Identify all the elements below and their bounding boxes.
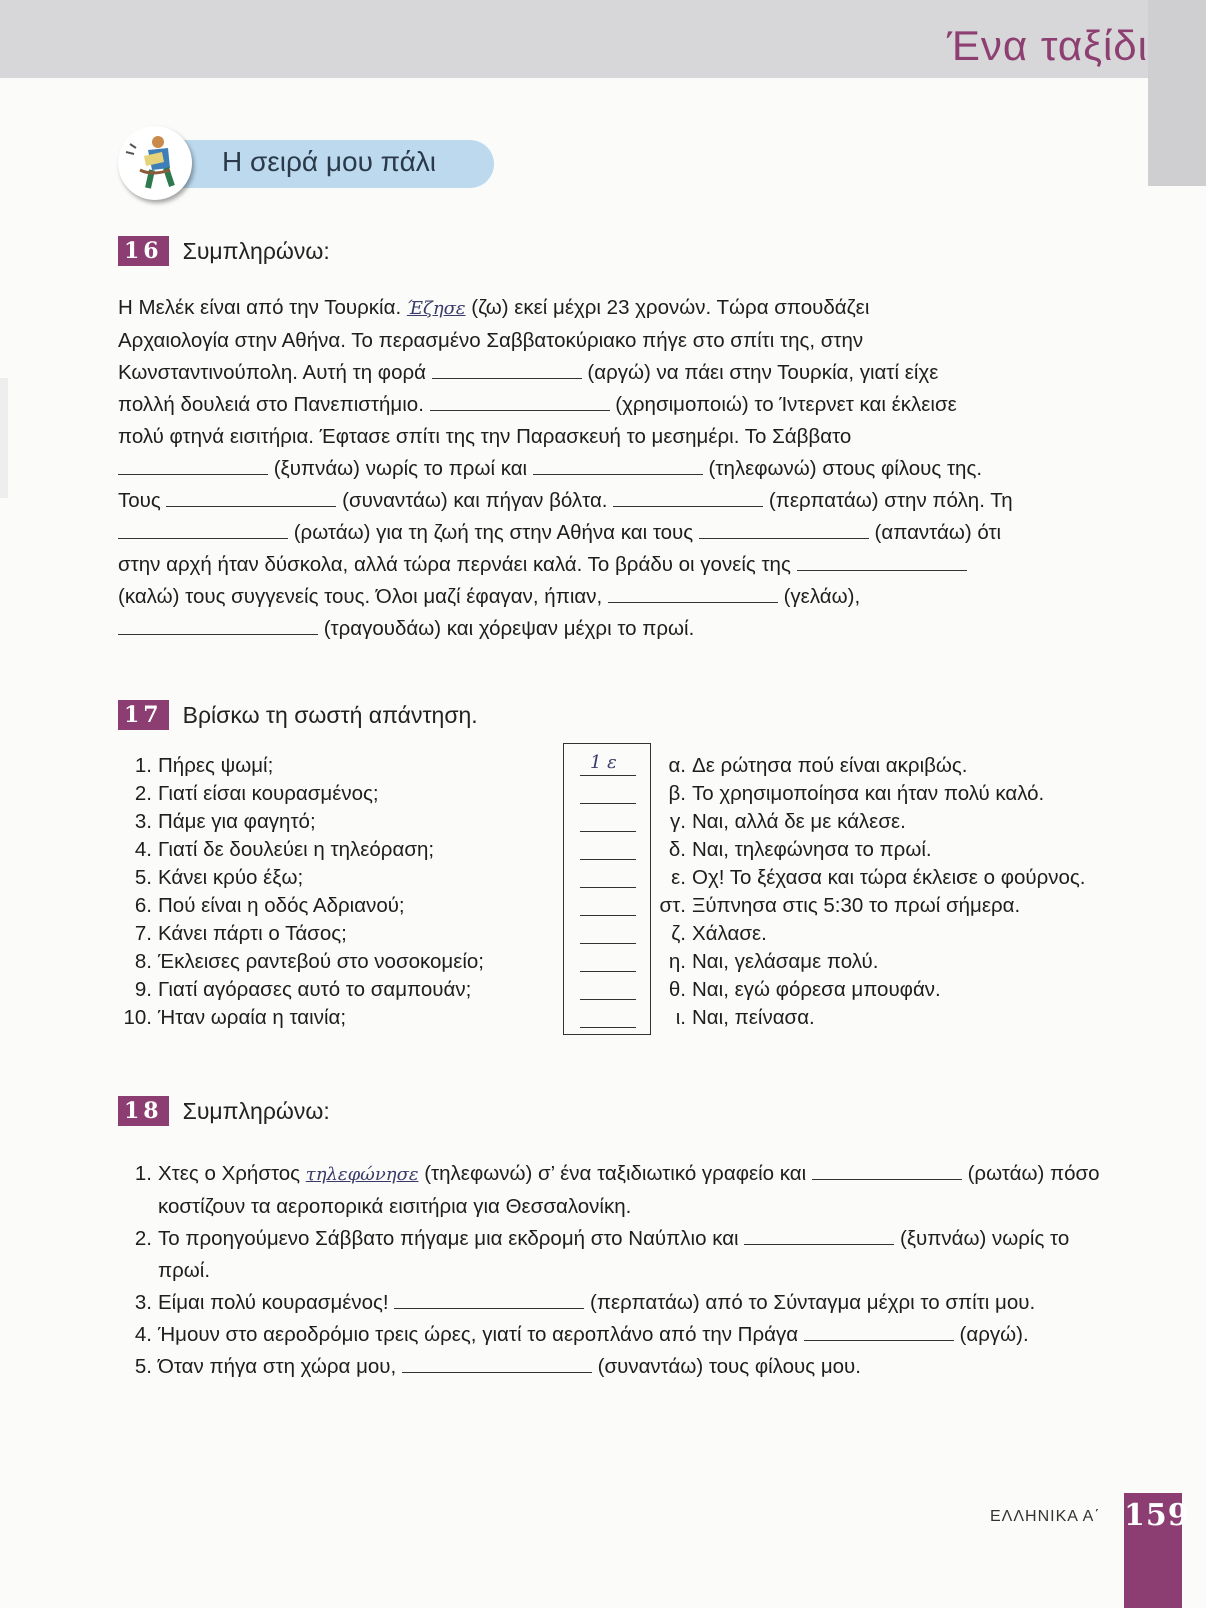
question-text: Γιατί δε δουλεύει η τηλεόραση; xyxy=(158,838,435,861)
answer-letter: η. xyxy=(668,950,686,973)
text-span: (περπατάω) στην πόλη. Τη xyxy=(768,489,1013,512)
text-span: στην αρχή ήταν δύσκολα, αλλά τώρα περνάει καλά. Το βράδυ οι γονείς της xyxy=(118,553,791,576)
exercise-badge: 18 xyxy=(118,1096,169,1126)
item-text xyxy=(158,1287,1035,1319)
answer-letter: ι. xyxy=(675,1006,686,1029)
answer-slot[interactable] xyxy=(564,836,650,864)
handwritten-answer: τηλεφώνησε xyxy=(305,1164,419,1185)
exercise-title: Βρίσκω τη σωστή απάντηση. xyxy=(182,701,478,728)
list-item xyxy=(118,1351,1108,1383)
list-item xyxy=(118,1158,1108,1223)
blank-field[interactable] xyxy=(402,1354,592,1373)
answer-letter: β. xyxy=(668,782,686,805)
handwritten-answer: Έζησε xyxy=(406,298,466,319)
answer-line xyxy=(580,999,636,1000)
answer-letter: ε. xyxy=(671,866,686,889)
text-span: (ξυπνάω) νωρίς το πρωί. xyxy=(158,1227,1070,1282)
text-line xyxy=(118,549,1088,581)
answer-letter: γ. xyxy=(670,810,686,833)
text-span: (ζω) εκεί μέχρι 23 χρονών. Τώρα σπουδάζει xyxy=(471,296,870,319)
item-number: 2. xyxy=(134,1227,152,1250)
question-text: Γιατί αγόρασες αυτό το σαμπουάν; xyxy=(158,978,472,1001)
question-number: 9. xyxy=(134,978,152,1001)
answer-text: Ναι, τηλεφώνησα το πρωί. xyxy=(692,838,932,861)
answer-slot[interactable] xyxy=(564,1004,650,1032)
blank-field[interactable] xyxy=(804,1322,954,1341)
text-span: (τηλεφωνώ) σ’ ένα ταξιδιωτικό γραφείο και xyxy=(424,1162,807,1185)
answer-text: Ναι, εγώ φόρεσα μπουφάν. xyxy=(692,978,941,1001)
banner-icon-circle xyxy=(118,126,192,200)
text-span: (τραγουδάω) και χόρεψαν μέχρι το πρωί. xyxy=(323,617,695,640)
text-line: Αρχαιολογία στην Αθήνα. Το περασμένο Σαββατοκύριακο πήγε στο σπίτι της, στην xyxy=(118,329,864,352)
answer-line xyxy=(580,859,636,860)
answer-text: Χάλασε. xyxy=(692,922,767,945)
question-number: 7. xyxy=(134,922,152,945)
question-row xyxy=(118,948,484,976)
text-span: (τηλεφωνώ) στους φίλους της. xyxy=(708,457,983,480)
question-number: 8. xyxy=(134,950,152,973)
answer-options-list xyxy=(656,752,1086,1032)
text-span: πολλή δουλειά στο Πανεπιστήμιο. xyxy=(118,393,424,416)
list-item xyxy=(118,1287,1108,1319)
item-number: 1. xyxy=(134,1162,152,1185)
blank-field[interactable] xyxy=(812,1161,962,1180)
question-text: Έκλεισες ραντεβού στο νοσοκομείο; xyxy=(158,950,484,973)
item-text xyxy=(158,1319,1029,1351)
answer-slot[interactable] xyxy=(564,864,650,892)
answer-option xyxy=(656,1004,1086,1032)
answer-line xyxy=(580,831,636,832)
page-edge-mark xyxy=(0,378,8,498)
exercise-18-list xyxy=(118,1158,1108,1383)
answer-option xyxy=(656,892,1086,920)
answer-slot[interactable] xyxy=(564,808,650,836)
question-text: Ήταν ωραία η ταινία; xyxy=(158,1006,347,1029)
text-span: (αργώ) να πάει στην Τουρκία, γιατί είχε xyxy=(587,361,939,384)
question-text: Πάμε για φαγητό; xyxy=(158,810,316,833)
footer-book-title: ΕΛΛΗΝΙΚΑ Α΄ xyxy=(990,1508,1101,1525)
banner-title: Η σειρά μου πάλι xyxy=(222,146,437,177)
exercise-title: Συμπληρώνω: xyxy=(182,1097,330,1124)
answer-option xyxy=(656,808,1086,836)
exercise-18-header xyxy=(118,1093,330,1129)
answer-letter: θ. xyxy=(668,978,686,1001)
question-number: 2. xyxy=(134,782,152,805)
text-span: (συναντάω) και πήγαν βόλτα. xyxy=(342,489,608,512)
question-text: Γιατί είσαι κουρασμένος; xyxy=(158,782,379,805)
answer-line xyxy=(580,1027,636,1028)
question-row xyxy=(118,864,484,892)
answer-line xyxy=(580,971,636,972)
exercise-badge: 16 xyxy=(118,236,169,266)
answer-text: Οχ! Το ξέχασα και τώρα έκλεισε ο φούρνος. xyxy=(692,866,1086,889)
question-row xyxy=(118,780,484,808)
reading-person-icon xyxy=(118,126,192,200)
question-text: Κάνει κρύο έξω; xyxy=(158,866,304,889)
answer-text: Ξύπνησα στις 5:30 το πρωί σήμερα. xyxy=(692,894,1021,917)
answer-option xyxy=(656,948,1086,976)
exercise-title: Συμπληρώνω: xyxy=(182,237,330,264)
text-span: (αργώ). xyxy=(959,1323,1029,1346)
answer-box xyxy=(563,743,651,1035)
question-number: 1. xyxy=(134,754,152,777)
text-span: (ξυπνάω) νωρίς το πρωί και xyxy=(273,457,528,480)
header-band-edge xyxy=(1148,0,1206,186)
question-row xyxy=(118,892,484,920)
blank-field[interactable] xyxy=(699,520,869,539)
section-banner xyxy=(118,126,496,190)
text-span: (απαντάω) ότι xyxy=(874,521,1002,544)
blank-field[interactable] xyxy=(608,584,778,603)
question-row xyxy=(118,808,484,836)
answer-letter: στ. xyxy=(659,894,686,917)
answer-slot[interactable] xyxy=(564,976,650,1004)
text-span: (καλώ) τους συγγενείς τους. Όλοι μαζί έφαγαν, ήπιαν, xyxy=(118,585,603,608)
answer-slot[interactable] xyxy=(564,920,650,948)
text-line xyxy=(118,357,1088,389)
blank-field[interactable] xyxy=(797,552,967,571)
blank-field[interactable] xyxy=(430,392,610,411)
answer-letter: α. xyxy=(668,754,686,777)
question-number: 10. xyxy=(123,1006,152,1029)
text-span: (χρησιμοποιώ) το Ίντερνετ και έκλεισε xyxy=(615,393,957,416)
item-number: 3. xyxy=(134,1291,152,1314)
text-line xyxy=(118,517,1088,549)
handwritten-answer: 1 ε xyxy=(590,752,617,773)
answer-option xyxy=(656,976,1086,1004)
question-row xyxy=(118,752,484,780)
text-span: Είμαι πολύ κουρασμένος! xyxy=(158,1291,389,1314)
text-line xyxy=(118,613,1088,645)
question-text: Πού είναι η οδός Αδριανού; xyxy=(158,894,405,917)
answer-text: Δε ρώτησα πού είναι ακριβώς. xyxy=(692,754,968,777)
question-row xyxy=(118,1004,484,1032)
answer-line xyxy=(580,803,636,804)
answer-slot[interactable] xyxy=(564,780,650,808)
exercise-17-header xyxy=(118,697,478,733)
answer-text: Ναι, αλλά δε με κάλεσε. xyxy=(692,810,906,833)
text-span: Τους xyxy=(118,489,161,512)
item-text xyxy=(158,1158,1108,1223)
answer-option xyxy=(656,836,1086,864)
text-span: (ρωτάω) για τη ζωή της στην Αθήνα και τους xyxy=(293,521,694,544)
text-line xyxy=(118,581,1088,613)
blank-field[interactable] xyxy=(533,456,703,475)
answer-line xyxy=(580,943,636,944)
question-text: Κάνει πάρτι ο Τάσος; xyxy=(158,922,347,945)
answer-letter: ζ. xyxy=(671,922,686,945)
blank-field[interactable] xyxy=(394,1290,584,1309)
text-line xyxy=(118,292,1088,325)
answer-line xyxy=(580,915,636,916)
answer-text: Ναι, πείνασα. xyxy=(692,1006,815,1029)
blank-field[interactable] xyxy=(118,616,318,635)
exercise-16-header xyxy=(118,233,330,269)
answer-option xyxy=(656,780,1086,808)
exercise-16-text xyxy=(118,292,1088,645)
text-span: Η Μελέκ είναι από την Τουρκία. xyxy=(118,296,402,319)
blank-field[interactable] xyxy=(118,520,288,539)
text-line xyxy=(118,389,1088,421)
question-number: 5. xyxy=(134,866,152,889)
item-number: 4. xyxy=(134,1323,152,1346)
question-list xyxy=(118,752,484,1032)
answer-option xyxy=(656,920,1086,948)
text-span: Κωνσταντινούπολη. Αυτή τη φορά xyxy=(118,361,427,384)
question-number: 3. xyxy=(134,810,152,833)
answer-slot[interactable] xyxy=(564,948,650,976)
question-row xyxy=(118,836,484,864)
text-line xyxy=(118,453,1088,485)
list-item xyxy=(118,1319,1108,1351)
page-number: 159 xyxy=(1124,1498,1190,1533)
text-line: πολύ φτηνά εισιτήρια. Έφτασε σπίτι της την Παρασκευή το μεσημέρι. Το Σάββατο xyxy=(118,425,852,448)
text-span: Όταν πήγα στη χώρα μου, xyxy=(158,1355,397,1378)
exercise-badge: 17 xyxy=(118,700,169,730)
question-number: 6. xyxy=(134,894,152,917)
text-span: (ρωτάω) πόσο κοστίζουν τα αεροπορικά εισιτήρια για Θεσσαλονίκη. xyxy=(158,1162,1100,1218)
text-span: Το προηγούμενο Σάββατο πήγαμε μια εκδρομή στο Ναύπλιο και xyxy=(158,1227,739,1250)
answer-option xyxy=(656,864,1086,892)
text-span: (γελάω), xyxy=(783,585,861,608)
question-text: Πήρες ψωμί; xyxy=(158,754,274,777)
blank-field[interactable] xyxy=(118,456,268,475)
item-number: 5. xyxy=(134,1355,152,1378)
answer-slot[interactable] xyxy=(564,892,650,920)
answer-line xyxy=(580,775,636,776)
blank-field[interactable] xyxy=(744,1226,894,1245)
blank-field[interactable] xyxy=(166,488,336,507)
item-text xyxy=(158,1351,861,1383)
item-text xyxy=(158,1223,1108,1287)
answer-slot[interactable] xyxy=(564,752,650,780)
blank-field[interactable] xyxy=(613,488,763,507)
answer-text: Ναι, γελάσαμε πολύ. xyxy=(692,950,879,973)
blank-field[interactable] xyxy=(432,360,582,379)
question-row xyxy=(118,920,484,948)
question-number: 4. xyxy=(134,838,152,861)
question-row xyxy=(118,976,484,1004)
text-span: (περπατάω) από το Σύνταγμα μέχρι το σπίτι μου. xyxy=(590,1291,1036,1314)
text-span: Χτες ο Χρήστος xyxy=(158,1162,301,1185)
answer-text: Το χρησιμοποίησα και ήταν πολύ καλό. xyxy=(692,782,1045,805)
chapter-title: Ένα ταξίδι xyxy=(946,22,1148,69)
text-span: Ήμουν στο αεροδρόμιο τρεις ώρες, γιατί το αεροπλάνο από την Πράγα xyxy=(158,1323,799,1346)
answer-letter: δ. xyxy=(668,838,686,861)
answer-line xyxy=(580,887,636,888)
list-item xyxy=(118,1223,1108,1287)
text-line xyxy=(118,485,1088,517)
answer-option xyxy=(656,752,1086,780)
text-span: (συναντάω) τους φίλους μου. xyxy=(597,1355,861,1378)
